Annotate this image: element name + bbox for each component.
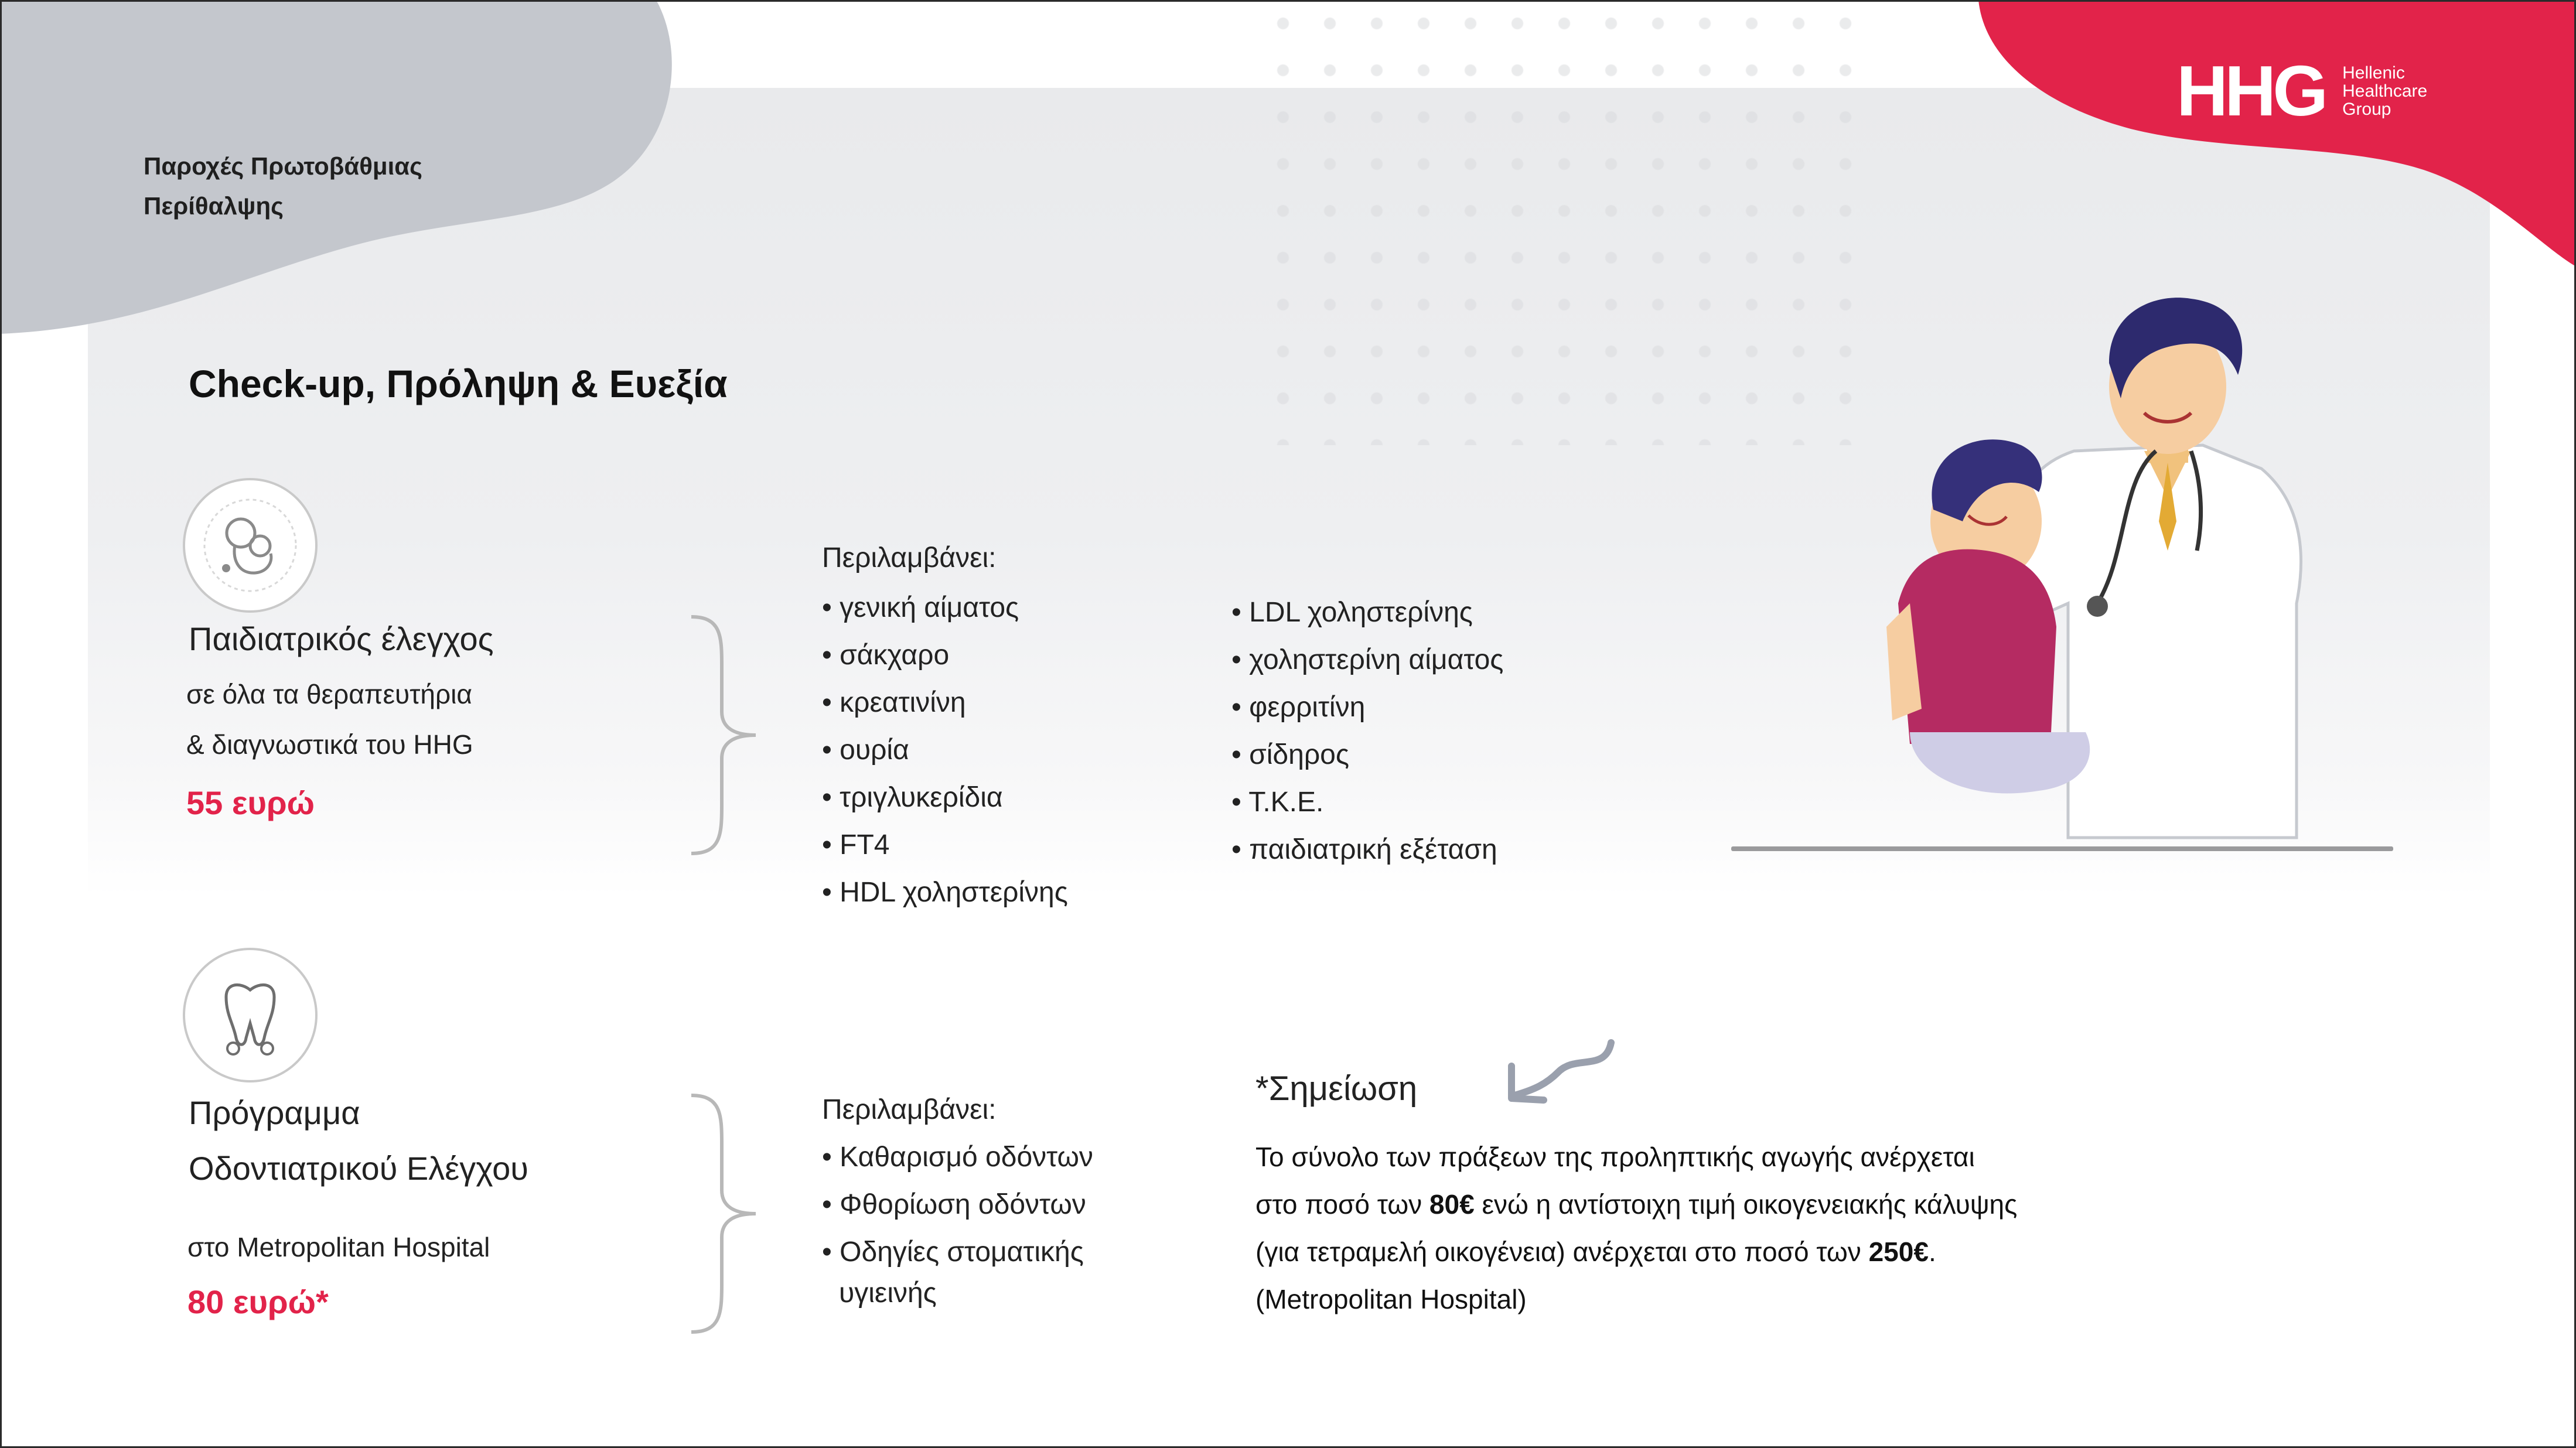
header-category [144,146,422,226]
dental-brace [680,1091,767,1337]
list-item: • παιδιατρική εξέταση [1231,826,1503,873]
header-category-line2: Περίθαλψης [144,192,284,220]
list-item: • φερριτίνη [1231,684,1503,731]
note-title: *Σημείωση [1255,1070,1418,1108]
note-line4: (Metropolitan Hospital) [1255,1284,1527,1314]
list-item: • Φθορίωση οδόντων [822,1181,1093,1228]
logo-sub-line3: Group [2342,99,2391,119]
dental-title-line1: Πρόγραμμα [189,1094,360,1131]
note-body [1255,1133,2134,1323]
list-item: • σίδηρος [1231,731,1503,778]
pediatric-title: Παιδιατρικός έλεγχος [189,620,494,657]
pediatric-price: 55 ευρώ [186,784,315,821]
note-amount-80: 80€ [1429,1189,1475,1220]
dental-title-line2: Οδοντιατρικού Ελέγχου [189,1150,528,1187]
tooth-icon [183,948,318,1082]
pediatric-list-col1 [822,584,1068,916]
list-item: • ουρία [822,726,1068,774]
dental-includes-label: Περιλαμβάνει: [822,1094,997,1125]
dental-price: 80 ευρώ* [187,1283,329,1320]
note-line3-c: . [1928,1237,1936,1267]
pediatric-sub2: & διαγνωστικά του HHG [186,729,473,760]
list-item: • τριγλυκερίδια [822,774,1068,821]
list-item: • Οδηγίες στοματικής [822,1228,1093,1276]
note-line3-a: (για τετραμελή οικογένεια) ανέρχεται στο ποσό των [1255,1237,1869,1267]
list-item: • LDL χοληστερίνης [1231,589,1503,636]
floor-line [1731,846,2393,851]
logo-sub-line1: Hellenic [2342,63,2405,83]
note-line2-a: στο ποσό των [1255,1189,1429,1220]
note-line3 [1255,1228,2134,1276]
header-category-line1: Παροχές Πρωτοβάθμιας [144,152,422,180]
logo-subtitle [2342,64,2427,118]
note-amount-250: 250€ [1868,1237,1929,1267]
list-item: • HDL χοληστερίνης [822,869,1068,916]
list-item: • γενική αίματος [822,584,1068,631]
hhg-logo [2176,50,2427,132]
pediatric-includes-label: Περιλαμβάνει: [822,542,997,573]
list-item: • κρεατινίνη [822,679,1068,726]
list-item: • χοληστερίνη αίματος [1231,636,1503,684]
section-title: Check-up, Πρόληψη & Ευεξία [189,362,728,405]
dental-list [822,1133,1093,1276]
stethoscope-icon [183,478,318,613]
pediatric-brace [680,612,767,858]
logo-mark: HHG [2176,51,2325,131]
note-line2 [1255,1181,2134,1228]
pediatric-sub1: σε όλα τα θεραπευτήρια [186,679,472,709]
pediatric-list-col2 [1231,589,1503,873]
list-item: • Τ.Κ.Ε. [1231,778,1503,826]
arrow-icon [1494,1031,1623,1119]
list-item: • σάκχαρο [822,631,1068,679]
list-item: • Καθαρισμό οδόντων [822,1133,1093,1181]
doctor-child-illustration [1793,275,2414,849]
dental-sub: στο Metropolitan Hospital [187,1232,490,1262]
list-item: • FT4 [822,821,1068,869]
logo-sub-line2: Healthcare [2342,81,2428,101]
note-line2-c: ενώ η αντίστοιχη τιμή οικογενειακής κάλυψης [1474,1189,2018,1220]
note-line1: Το σύνολο των πράξεων της προληπτικής αγωγής ανέρχεται [1255,1142,1975,1172]
dental-list-continuation: υγιεινής [839,1278,937,1309]
